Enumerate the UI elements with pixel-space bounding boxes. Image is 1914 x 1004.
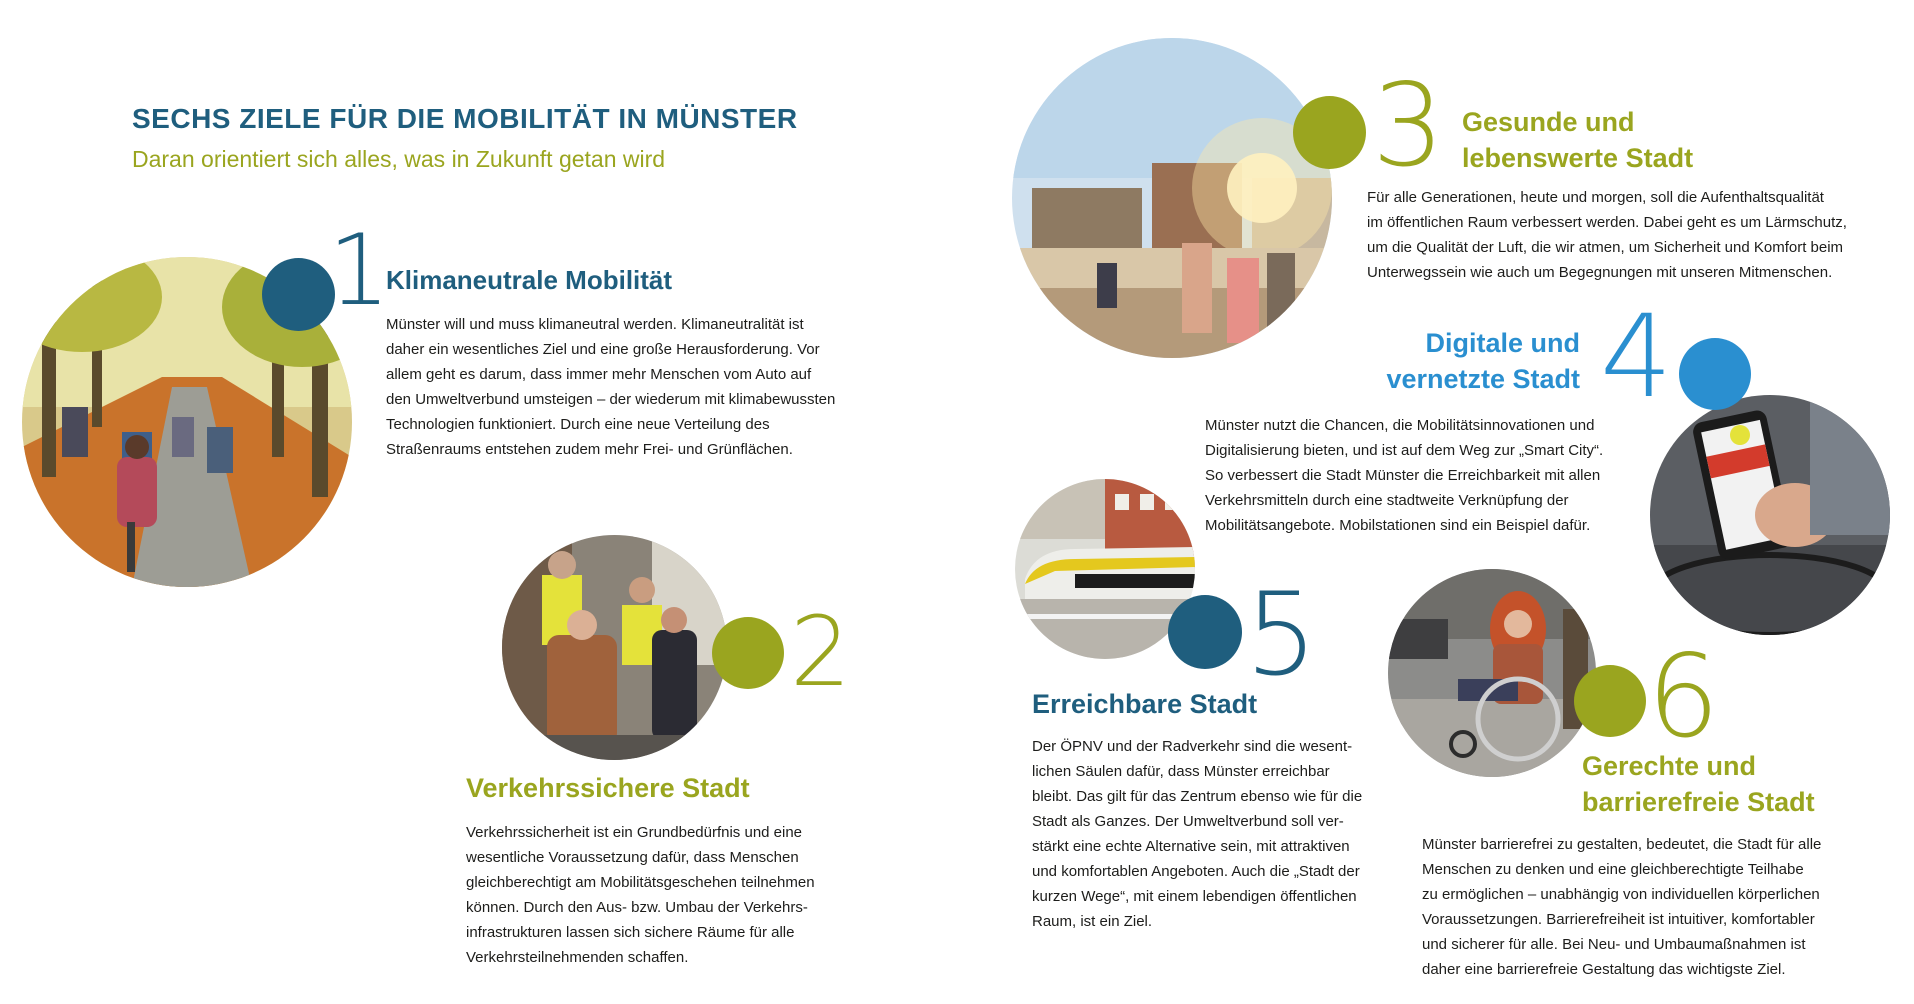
goal-5-text-line: Der ÖPNV und der Radverkehr sind die wesent- xyxy=(1032,738,1353,755)
goal-1-text-line: den Umweltverbund umsteigen – der wiederum mit klimabewussten xyxy=(386,391,836,408)
goal-1-text-line: Münster will und muss klimaneutral werden. Klimaneutralität ist xyxy=(386,316,804,333)
goal-2-text-line: Verkehrsteilnehmenden schaffen. xyxy=(466,949,689,966)
wheelchair-user-photo xyxy=(1388,569,1596,777)
goal-6-circle xyxy=(1574,665,1646,737)
goal-5-number: 5 xyxy=(1245,568,1318,701)
goal-3-text-line: um die Qualität der Luft, die wir atmen, um Sicherheit und Komfort beim xyxy=(1367,239,1844,256)
goal-4-text xyxy=(1205,413,1645,538)
goal-4-heading xyxy=(1350,325,1580,398)
goal-5-text-line: stärkt eine echte Alternative sein, mit attraktiven xyxy=(1032,838,1350,855)
lakeside-sunset-photo xyxy=(1012,38,1332,358)
goal-6-text-line: Voraussetzungen. Barrierefreiheit ist intuitiver, komfortabler xyxy=(1422,911,1815,928)
goal-3-heading-line: lebenswerte Stadt xyxy=(1462,143,1694,174)
goal-2-text-line: Verkehrssicherheit ist ein Grundbedürfnis und eine xyxy=(466,824,803,841)
goal-5-text-line: lichen Säulen dafür, dass Münster erreichbar xyxy=(1032,763,1330,780)
goal-3-circle xyxy=(1293,96,1366,169)
goal-3-text xyxy=(1367,185,1907,285)
goal-2-circle xyxy=(712,617,784,689)
goal-6-text-line: und sicherer für alle. Bei Neu- und Umbaumaßnahmen ist xyxy=(1422,936,1806,953)
goal-4-text-line: Digitalisierung bieten, und ist auf dem Weg zur „Smart City“. xyxy=(1205,442,1604,459)
goal-2-number: 2 xyxy=(790,596,852,708)
goal-4-heading-line: vernetzte Stadt xyxy=(1386,364,1580,395)
goal-3-number: 3 xyxy=(1372,59,1445,192)
goal-5-text-line: Stadt als Ganzes. Der Umweltverbund soll ver- xyxy=(1032,813,1344,830)
goal-3-text-line: Für alle Generationen, heute und morgen, soll die Aufenthaltsqualität xyxy=(1367,189,1824,206)
goal-1-text-line: allem geht es darum, dass immer mehr Menschen vom Auto auf xyxy=(386,366,812,383)
goal-6-text-line: Menschen zu denken und eine gleichberechtigte Teilhabe xyxy=(1422,861,1804,878)
goal-1-circle xyxy=(262,258,335,331)
goal-4-circle xyxy=(1679,338,1751,410)
goal-6-number: 6 xyxy=(1647,630,1720,763)
goal-1-text-line: Straßenraums entstehen zudem mehr Frei- und Grünflächen. xyxy=(386,441,793,458)
goal-3-text-line: Unterwegssein wie auch um Begegnungen mit unseren Mitmenschen. xyxy=(1367,264,1833,281)
goal-6-heading-line: barrierefreie Stadt xyxy=(1582,787,1815,818)
goal-5-heading-line: Erreichbare Stadt xyxy=(1032,689,1258,719)
goal-5-text-line: Raum, ist ein Ziel. xyxy=(1032,913,1153,930)
goal-2-text-line: gleichberechtigt am Mobilitätsgeschehen teilnehmen xyxy=(466,874,815,891)
goal-1-text-line: daher ein wesentliches Ziel und eine große Herausforderung. Vor xyxy=(386,341,820,358)
goal-2-text-line: können. Durch den Aus- bzw. Umbau der Verkehrs- xyxy=(466,899,808,916)
goal-1-text-line: Technologien funktioniert. Durch eine neue Verteilung des xyxy=(386,416,770,433)
goal-1-heading xyxy=(386,263,672,298)
goal-5-heading xyxy=(1032,686,1257,722)
goal-4-heading-line: Digitale und xyxy=(1425,328,1580,358)
goal-1-number: 1 xyxy=(328,214,391,328)
goal-2-text-line: wesentliche Voraussetzung dafür, dass Menschen xyxy=(466,849,799,866)
goal-4-text-line: So verbessert die Stadt Münster die Erreichbarkeit mit allen xyxy=(1205,467,1601,484)
page-subtitle: Daran orientiert sich alles, was in Zukunft getan wird xyxy=(132,146,666,172)
goal-4-text-line: Verkehrsmitteln durch eine stadtweite Verknüpfung der xyxy=(1205,492,1569,509)
goal-5-text-line: und komfortablen Angeboten. Auch die „Stadt der xyxy=(1032,863,1360,880)
goal-1-heading-line: Klimaneutrale Mobilität xyxy=(386,265,673,295)
goal-5-text xyxy=(1032,734,1412,934)
goal-2-text xyxy=(466,820,886,970)
goal-6-heading xyxy=(1582,748,1842,821)
goal-3-heading-line: Gesunde und xyxy=(1462,107,1635,137)
goal-4-text-line: Münster nutzt die Chancen, die Mobilitätsinnovationen und xyxy=(1205,417,1595,434)
goal-3-text-line: im öffentlichen Raum verbessert werden. Dabei geht es um Lärmschutz, xyxy=(1367,214,1847,231)
goal-2-heading-line: Verkehrssichere Stadt xyxy=(466,773,750,803)
page-title: SECHS ZIELE FÜR DIE MOBILITÄT IN MÜNSTER xyxy=(132,103,798,134)
goal-6-heading-line: Gerechte und xyxy=(1582,751,1757,781)
smartphone-bike-photo xyxy=(1650,395,1890,635)
crossing-guards-photo xyxy=(502,535,727,760)
goal-2-heading xyxy=(466,770,750,806)
goal-5-text-line: bleibt. Das gilt für das Zentrum ebenso wie für die xyxy=(1032,788,1363,805)
goal-4-number: 4 xyxy=(1600,290,1673,423)
goal-6-text-line: zu ermöglichen – unabhängig von individuellen körperlichen xyxy=(1422,886,1820,903)
goal-2-text-line: infrastrukturen lassen sich sichere Räume für alle xyxy=(466,924,795,941)
goal-4-text-line: Mobilitätsangebote. Mobilstationen sind ein Beispiel dafür. xyxy=(1205,517,1591,534)
goal-5-circle xyxy=(1168,595,1242,669)
goal-5-text-line: kurzen Wege“, mit einem lebendigen öffentlichen xyxy=(1032,888,1357,905)
goal-3-heading xyxy=(1462,104,1693,177)
goal-1-text xyxy=(386,312,906,462)
goal-6-text-line: daher eine barrierefreie Gestaltung das wichtigste Ziel. xyxy=(1422,961,1786,978)
goal-6-text-line: Münster barrierefrei zu gestalten, bedeutet, die Stadt für alle xyxy=(1422,836,1822,853)
goal-6-text xyxy=(1422,832,1902,982)
